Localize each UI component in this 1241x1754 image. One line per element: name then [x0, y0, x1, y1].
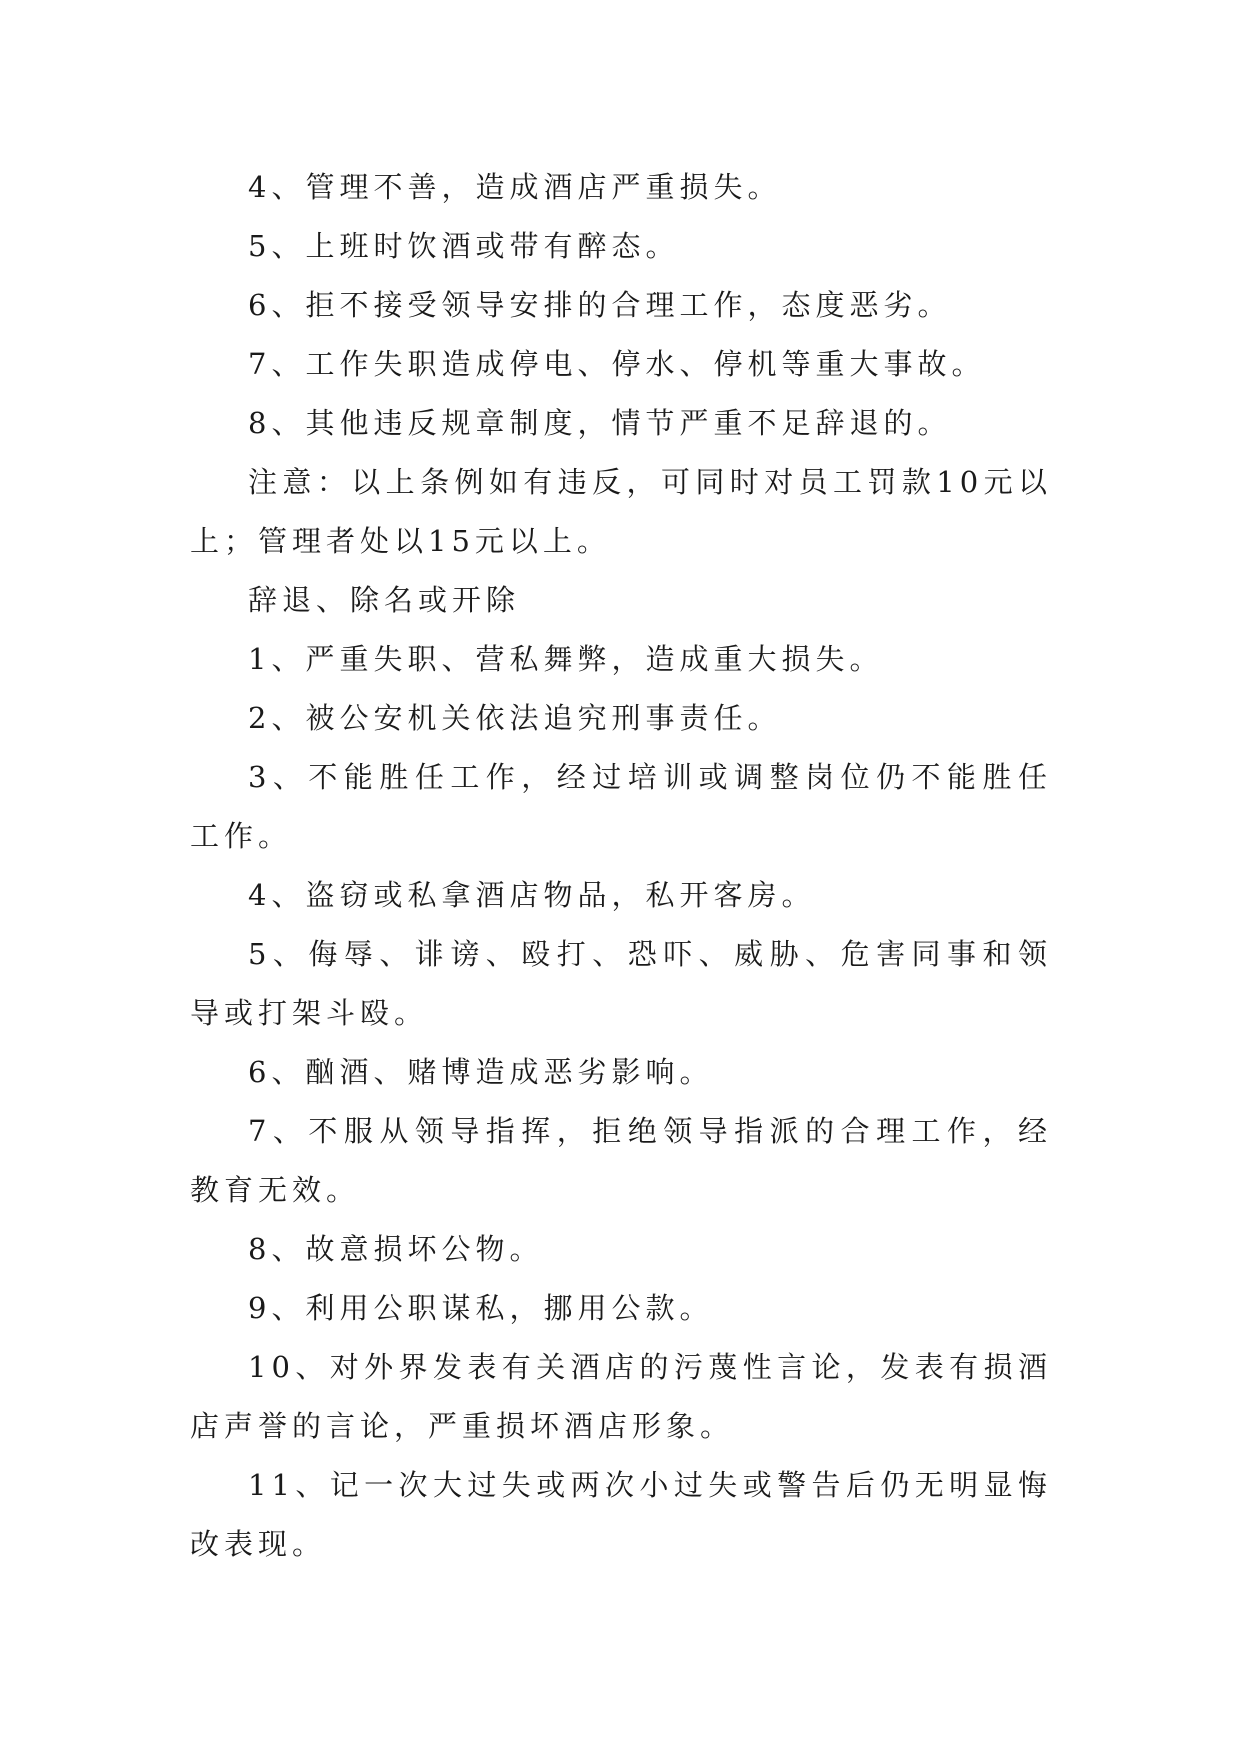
paragraph: 1、严重失职、营私舞弊，造成重大损失。: [248, 642, 884, 676]
paragraph: 11、记一次大过失或两次小过失或警告后仍无明显悔改表现。: [190, 1468, 1052, 1561]
section-heading: 辞退、除名或开除: [248, 583, 521, 617]
paragraph: 8、故意损坏公物。: [248, 1232, 544, 1266]
paragraph: 5、上班时饮酒或带有醉态。: [248, 229, 680, 263]
paragraph: 3、不能胜任工作，经过培训或调整岗位仍不能胜任工作。: [190, 760, 1052, 853]
paragraph: 7、不服从领导指挥，拒绝领导指派的合理工作，经教育无效。: [190, 1114, 1052, 1207]
paragraph: 2、被公安机关依法追究刑事责任。: [248, 701, 782, 735]
document-body: [190, 158, 1052, 1574]
paragraph: 4、盗窃或私拿酒店物品，私开客房。: [248, 878, 816, 912]
paragraph: 9、利用公职谋私，挪用公款。: [248, 1291, 714, 1325]
paragraph: 8、其他违反规章制度，情节严重不足辞退的。: [248, 406, 952, 440]
paragraph: 6、拒不接受领导安排的合理工作，态度恶劣。: [248, 288, 952, 322]
paragraph: 10、对外界发表有关酒店的污蔑性言论，发表有损酒店声誉的言论，严重损坏酒店形象。: [190, 1350, 1052, 1443]
notice-paragraph: 注意：以上条例如有违反，可同时对员工罚款10元以上；管理者处以15元以上。: [190, 465, 1052, 558]
paragraph: 4、管理不善，造成酒店严重损失。: [248, 170, 782, 204]
paragraph: 5、侮辱、诽谤、殴打、恐吓、威胁、危害同事和领导或打架斗殴。: [190, 937, 1052, 1030]
paragraph: 7、工作失职造成停电、停水、停机等重大事故。: [248, 347, 986, 381]
paragraph: 6、酗酒、赌博造成恶劣影响。: [248, 1055, 714, 1089]
